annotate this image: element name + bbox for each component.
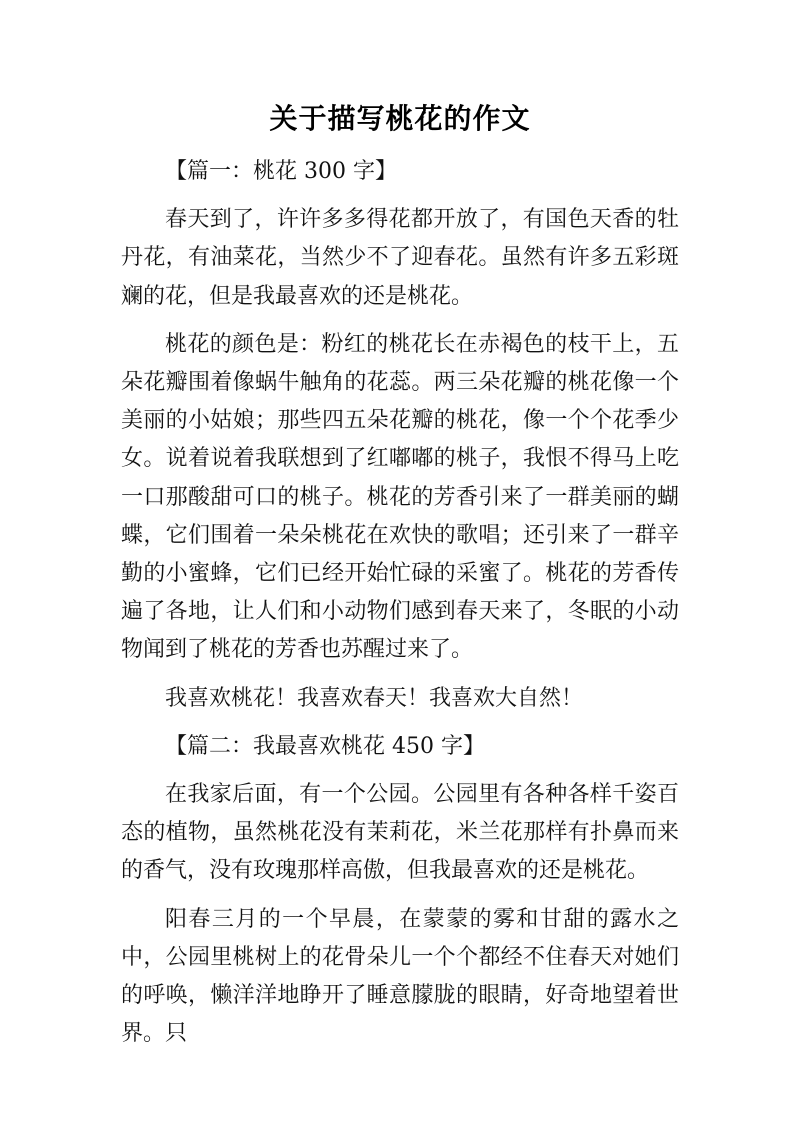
section-heading-2: 【篇二：我最喜欢桃花 450 字】 bbox=[165, 733, 485, 759]
paragraph: 在我家后面，有一个公园。公园里有各种各样千姿百态的植物，虽然桃花没有茉莉花，米兰花那样有扑鼻而来的香气，没有玫瑰那样高傲，但我最喜欢的还是桃花。 bbox=[121, 782, 679, 884]
paragraph: 我喜欢桃花！我喜欢春天！我喜欢大自然！ bbox=[165, 685, 584, 711]
paragraph: 桃花的颜色是：粉红的桃花长在赤褐色的枝干上，五朵花瓣围着像蜗牛触角的花蕊。两三朵花瓣的桃花像一个美丽的小姑娘；那些四五朵花瓣的桃花，像一个个花季少女。说着说着我联想到了红嘟嘟的桃子，我恨不得马上吃一口那酸甜可口的桃子。桃花的芳香引来了一群美丽的蝴蝶，它们围着一朵朵桃花在欢快的歌唱；还引来了一群辛勤的小蜜蜂，它们已经开始忙碌的采蜜了。桃花的芳香传遍了各地，让人们和小动物们感到春天来了，冬眠的小动物闻到了桃花的芳香也苏醒过来了。 bbox=[121, 331, 679, 663]
document-body bbox=[121, 153, 679, 1053]
paragraph: 阳春三月的一个早晨，在蒙蒙的雾和甘甜的露水之中，公园里桃树上的花骨朵儿一个个都经不住春天对她们的呼唤，懒洋洋地睁开了睡意朦胧的眼睛，好奇地望着世界。只 bbox=[121, 906, 679, 1047]
document-title: 关于描写桃花的作文 bbox=[269, 102, 531, 135]
section-heading-1: 【篇一：桃花 300 字】 bbox=[165, 159, 397, 184]
paragraph: 春天到了，许许多多得花都开放了，有国色天香的牡丹花，有油菜花，当然少不了迎春花。虽然有许多五彩斑斓的花，但是我最喜欢的还是桃花。 bbox=[121, 207, 679, 309]
